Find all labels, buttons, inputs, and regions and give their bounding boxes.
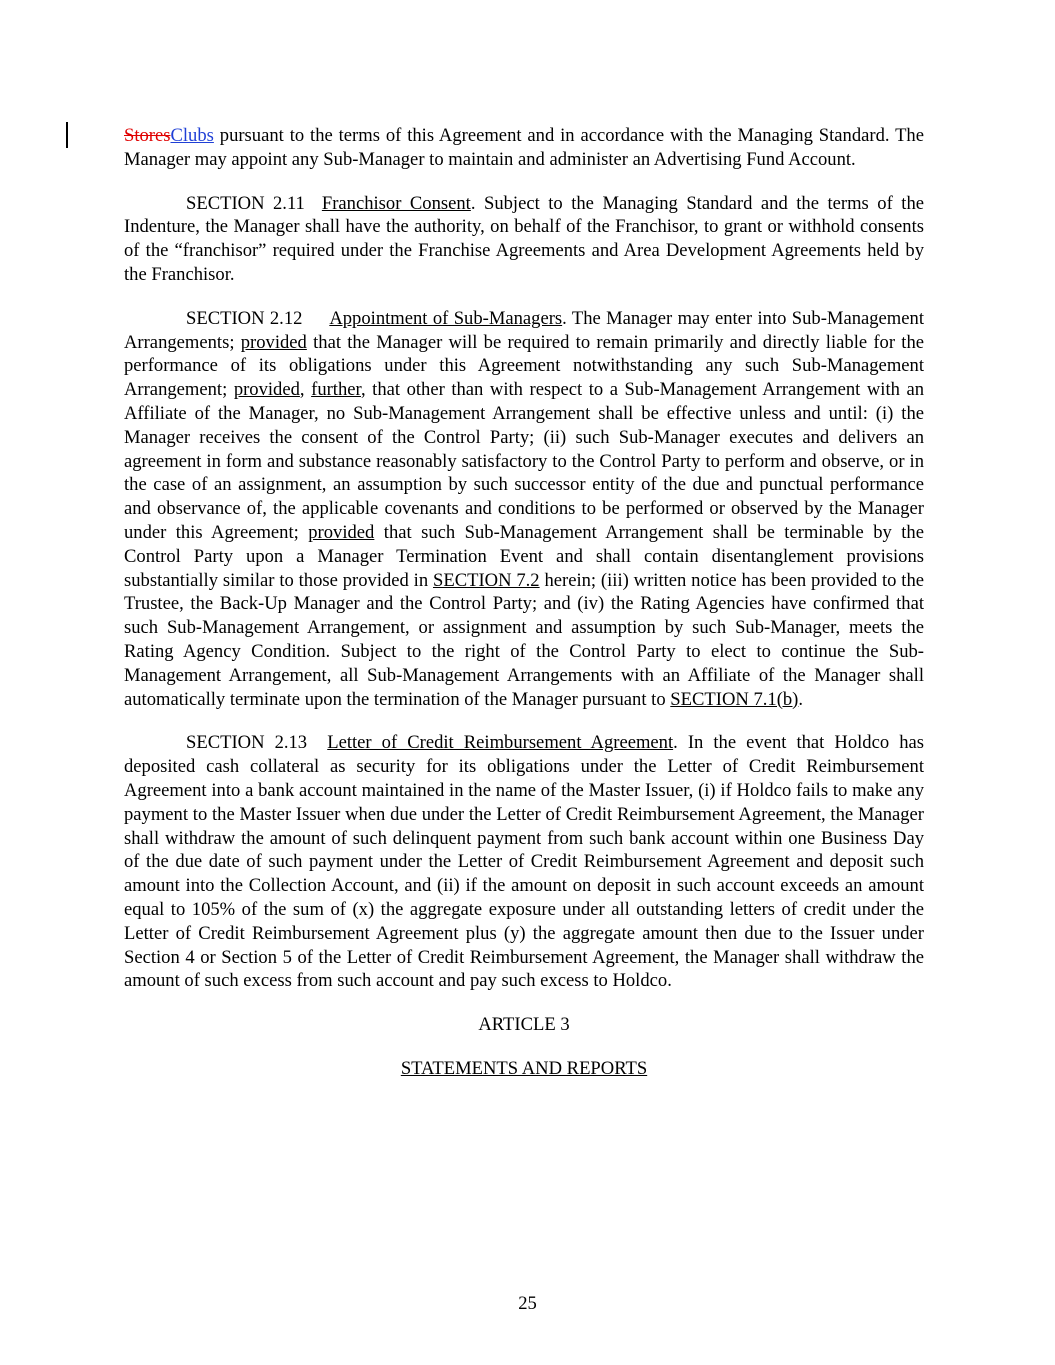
provided-term: provided xyxy=(233,379,300,401)
section-2-13 xyxy=(124,731,924,993)
section-text: , that other than with respect to a Sub-Management Arrangement with an Affiliate of the Manager, no Sub-Management Arrangement shall be effective unless and until: (i) the Manager receives the consent of the Control Party; (ii) such Sub-Manager executes and delivers an agreement in form and substance reasonably satisfactory to the Control Party to perform and observe, or in the case of an assignment, an assumption by such successor entity of the due and punctual performance and observance of, the applicable covenants and conditions to be performed or observed by the Manager under this Agreement; xyxy=(124,379,925,543)
section-text: that such Sub-Management Arrangement shall be terminable by the Control Party upon a Manager Termination Event and shall contain disentanglement provisions substantially similar to those provided in xyxy=(124,521,924,591)
deleted-text: Stores xyxy=(124,125,171,146)
page-number: 25 xyxy=(518,1293,537,1314)
article-title-text: STATEMENTS AND REPORTS xyxy=(400,1057,648,1079)
section-title: Franchisor Consent xyxy=(321,192,471,214)
section-text: , xyxy=(299,379,312,401)
article-title xyxy=(124,1057,924,1081)
section-7-1b-reference: SECTION 7.1(b) xyxy=(670,688,799,710)
section-2-12 xyxy=(124,307,924,712)
revision-change-bar xyxy=(66,122,68,148)
section-2-11 xyxy=(124,192,924,287)
provided-term: provided xyxy=(308,521,375,543)
section-text: that the Manager will be required to remain primarily and directly liable for the performance of its obligations under this Agreement notwithstanding any such Sub-Management Arrangement; xyxy=(124,331,924,401)
section-7-2-reference: SECTION 7.2 xyxy=(433,569,540,591)
section-text: herein; (iii) written notice has been provided to the Trustee, the Back-Up Manager and the Control Party; and (iv) the Rating Agencies have confirmed that such Sub-Management Arrangement, or assignment and assumption by such Sub-Manager, meets the Rating Agency Condition. Subject to the right of the Control Party to elect to continue the Sub-Management Arrangement, all Sub-Management Arrangements with an Affiliate of the Manager shall automatically terminate upon the termination of the Manager pursuant to xyxy=(124,569,924,710)
paragraph-continuation xyxy=(124,124,924,172)
section-number: SECTION 2.11 xyxy=(186,192,305,214)
section-title: Letter of Credit Reimbursement Agreement xyxy=(327,732,674,754)
document-page xyxy=(124,124,924,1081)
section-title: Appointment of Sub-Managers xyxy=(329,307,563,329)
section-number: SECTION 2.12 xyxy=(186,307,303,329)
provided-term: provided xyxy=(240,331,307,353)
section-text: . Subject to the Managing Standard and the terms of the Indenture, the Manager shall have the authority, on behalf of the Franchisor, to grant or withhold consents of the “franchisor” required under the Franchise Agreements and Area Development Agreements held by the Franchisor. xyxy=(124,192,924,285)
paragraph-text: pursuant to the terms of this Agreement and in accordance with the Managing Standard. The Manager may appoint any Sub-Manager to maintain and administer an Advertising Fund Account. xyxy=(124,125,924,170)
section-text: . The Manager may enter into Sub-Management Arrangements; xyxy=(124,307,924,353)
further-term: further xyxy=(311,379,361,401)
section-number: SECTION 2.13 xyxy=(186,732,308,754)
inserted-text: Clubs xyxy=(170,125,214,146)
section-text: . In the event that Holdco has deposited cash collateral as security for its obligations under the Letter of Credit Reimbursement Agreement into a bank account maintained in the name of the Master Issuer, (i) if Holdco fails to make any payment to the Master Issuer when due under the Letter of Credit Reimbursement Agreement, the Manager shall withdraw the amount of such delinquent payment from such bank account within one Business Day of the due date of such payment under the Letter of Credit Reimbursement Agreement and deposit such amount into the Collection Account, and (ii) if the amount on deposit in such account exceeds an amount equal to 105% of the sum of (x) the aggregate exposure under all outstanding letters of credit under the Letter of Credit Reimbursement Agreement plus (y) the aggregate amount then due to the Issuer under Section 4 or Section 5 of the Letter of Credit Reimbursement Agreement, the Manager shall withdraw the amount of such excess from such account and pay such excess to Holdco. xyxy=(124,732,924,992)
section-text: . xyxy=(798,688,804,710)
article-number: ARTICLE 3 xyxy=(478,1014,570,1036)
